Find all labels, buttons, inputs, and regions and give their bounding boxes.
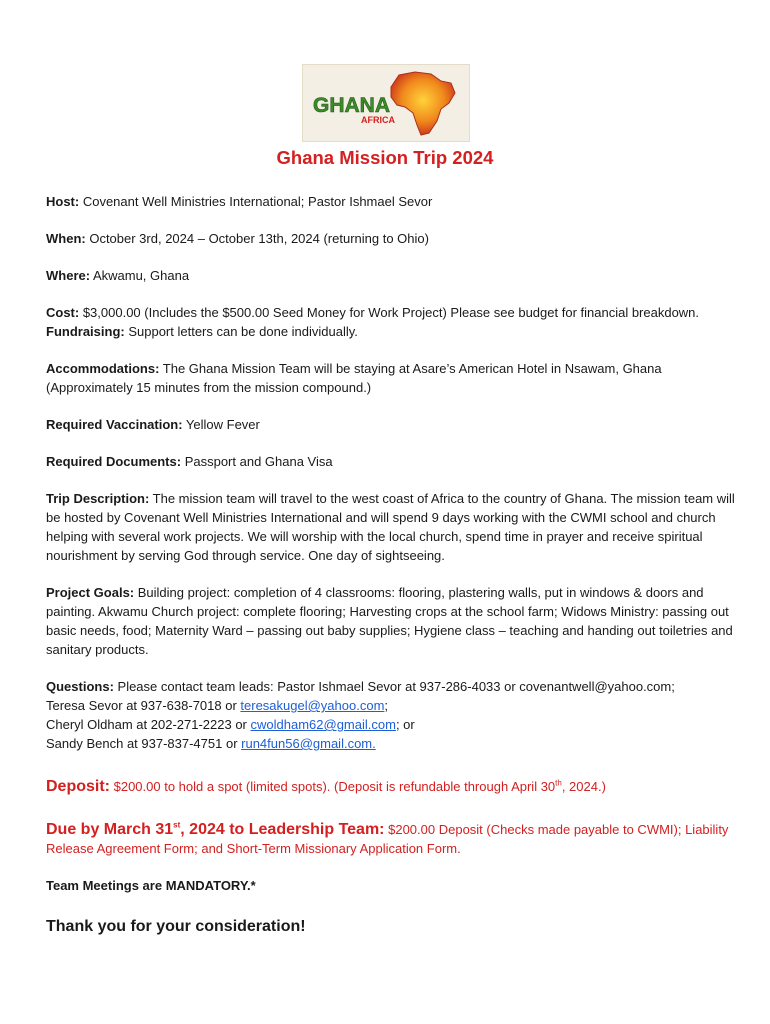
cost-paragraph [46, 303, 736, 341]
cost-label: Cost: [46, 305, 80, 320]
where-text: Akwamu, Ghana [90, 268, 190, 283]
accommodations-paragraph [46, 359, 736, 397]
documents-line [46, 452, 736, 471]
questions-label: Questions: [46, 679, 114, 694]
due-sup: st [173, 820, 181, 830]
due-label-start: Due by March 31 [46, 821, 174, 838]
punctuation: ; or [395, 717, 415, 732]
teresa-email-link[interactable]: teresakugel@yahoo.com [240, 698, 385, 713]
svg-text:AFRICA: AFRICA [361, 115, 395, 125]
deposit-text-end: , 2024.) [561, 779, 606, 794]
thanks-line: Thank you for your consideration! [46, 918, 306, 935]
vaccination-text: Yellow Fever [182, 417, 260, 432]
deposit-sup: th [555, 778, 562, 788]
documents-text: Passport and Ghana Visa [181, 454, 333, 469]
where-line [46, 266, 736, 285]
cheryl-email-link[interactable]: cwoldham62@gmail.com [250, 717, 396, 732]
trip-description-paragraph [46, 489, 736, 565]
due-label [46, 821, 385, 838]
questions-line-2: Teresa Sevor at 937-638-7018 or [46, 698, 241, 713]
project-goals-text: Building project: completion of 4 classrooms: flooring, plastering walls, put in windows & doors and painting. Akwamu Church project: complete flooring; Harvesting crops at the school farm; Widows Ministry: passing out basic needs, food; Maternity Ward – passing out baby supplies; Hygiene class – teaching and handing out toiletries and sanitary products. [46, 585, 733, 657]
when-line [46, 229, 736, 248]
fundraising-label: Fundraising: [46, 324, 125, 339]
questions-line-3: Cheryl Oldham at 202-271-2223 or [46, 717, 251, 732]
due-label-end: , 2024 to Leadership Team: [180, 821, 385, 838]
ghana-africa-logo [302, 64, 470, 142]
questions-line-1: Please contact team leads: Pastor Ishmael Sevor at 937-286-4033 or covenantwell@yahoo.com; [113, 679, 675, 694]
when-text: October 3rd, 2024 – October 13th, 2024 (returning to Ohio) [85, 231, 429, 246]
accommodations-text: The Ghana Mission Team will be staying at Asare’s American Hotel in Nsawam, Ghana (Approximately 15 minutes from the mission compound.) [46, 361, 662, 395]
accommodations-label: Accommodations: [46, 361, 160, 376]
deposit-text: $200.00 to hold a spot (limited spots). (Deposit is refundable through April 30 [110, 779, 556, 794]
page-title: Ghana Mission Trip 2024 [276, 147, 494, 168]
due-text: $200.00 Deposit (Checks made payable to CWMI); Liability Release Agreement Form; and Short-Term Missionary Application Form. [46, 822, 729, 856]
vaccination-label: Required Vaccination: [46, 417, 183, 432]
svg-text:GHANA: GHANA [313, 94, 390, 117]
host-text: Covenant Well Ministries International; Pastor Ishmael Sevor [79, 194, 433, 209]
questions-line-4: Sandy Bench at 937-837-4751 or [46, 736, 242, 751]
fundraising-text: Support letters can be done individually. [124, 324, 358, 339]
host-label: Host: [46, 194, 80, 209]
project-goals-label: Project Goals: [46, 585, 135, 600]
meetings-text: Team Meetings are MANDATORY.* [46, 878, 256, 893]
meetings-line [46, 876, 736, 895]
deposit-label: Deposit: [46, 778, 110, 795]
questions-paragraph [46, 677, 736, 753]
when-label: When: [46, 231, 86, 246]
project-goals-paragraph [46, 583, 736, 659]
where-label: Where: [46, 268, 91, 283]
documents-label: Required Documents: [46, 454, 182, 469]
cost-text: $3,000.00 (Includes the $500.00 Seed Money for Work Project) Please see budget for financial breakdown. [79, 305, 700, 320]
trip-description-text: The mission team will travel to the west coast of Africa to the country of Ghana. The mission team will be hosted by Covenant Well Ministries International and will spend 9 days working with the CWMI school and church helping with several work projects. We will worship with the local church, spend time in prayer and receive spiritual nourishment by serving God through service. One day of sightseeing. [46, 491, 735, 563]
document-body [46, 192, 736, 952]
due-paragraph [46, 820, 736, 858]
vaccination-line [46, 415, 736, 434]
africa-map-icon [303, 65, 469, 141]
host-line [46, 192, 736, 211]
trip-description-label: Trip Description: [46, 491, 150, 506]
sandy-email-link[interactable]: run4fun56@gmail.com. [241, 736, 376, 751]
punctuation: ; [384, 698, 389, 713]
deposit-line [46, 777, 736, 796]
